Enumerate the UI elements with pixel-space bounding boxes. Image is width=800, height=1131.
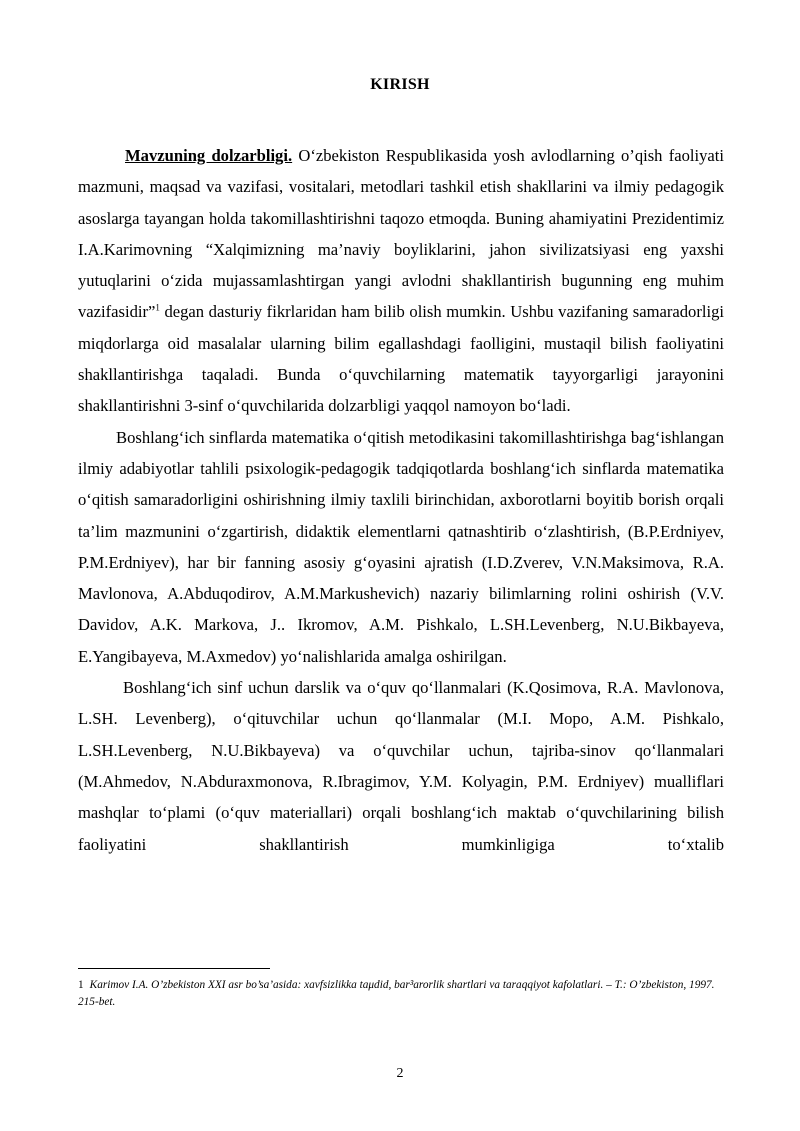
paragraph-text: degan dasturiy fikrlaridan ham bilib olish mumkin. Ushbu vazifaning samaradorligi miqdorlarga oid masalalar ularning bilim egallashdagi faolligini, mustaqil bilish faoliyatini shakllantirishga taqaladi. Bunda o‘quvchilarning matematik tayyorgarligi jarayonini shakllantirishni 3-sinf o‘quvchilarida dolzarbligi yaqqol namoyon bo‘ladi. (78, 302, 724, 416)
paragraph-text: O‘zbekiston Respublikasida yosh avlodlarning o’qish faoliyati mazmuni, maqsad va vazifasi, vositalari, metodlari tashkil etish shakllarini va ilmiy pedagogik asoslarga tayangan holda takomillashtirishni taqozo etmoqda. Buning ahamiyatini Prezidentimiz I.A.Karimovning “Xalqimizning ma’naviy boyliklarini, jahon sivilizatsiyasi eng yaxshi yutuqlarini o‘zida mujassamlashtirgan yangi avlodni shakllantirish bugunning eng muhim vazifasidir” (78, 146, 725, 322)
body-text (78, 140, 724, 860)
section-lead: Mavzuning dolzarbligi. (125, 146, 293, 165)
footnote-number: 1 (78, 979, 84, 991)
footnote-text: Karimov I.A. O’zbekiston XXI asr bo’sa’asida: xavfsizlikka taμdid, bar³arorlik shartlari va taraqqiyot kafolatlari. – T.: O’zbekiston, 1997. 215-bet. (78, 979, 715, 1008)
page-title: KIRISH (370, 76, 430, 93)
page-number: 2 (396, 1066, 404, 1081)
paragraph-textbooks: Boshlang‘ich sinf uchun darslik va o‘quv qo‘llanmalari (K.Qosimova, R.A. Mavlonova, L.SH. Levenberg), o‘qituvchilar uchun qo‘llanmalar (M.I. Mopo, A.M. Pishkalo, L.SH.Levenberg, N.U.Bikbayeva) va o‘quvchilar uchun, tajriba-sinov qo‘llanmalari (M.Ahmedov, N.Abduraxmonova, R.Ibragimov, Y.M. Kolyagin, P.M. Erdniyev) mualliflari mashqlar to‘plami (o‘quv materiallari) orqali boshlang‘ich maktab o‘quvchilarining bilish faoliyatini shakllantirish mumkinligiga to‘xtalib (78, 678, 724, 854)
paragraph-literature-review: Boshlang‘ich sinflarda matematika o‘qitish metodikasini takomillashtirishga bag‘ishlangan ilmiy adabiyotlar tahlili psixologik-pedagogik tadqiqotlarda boshlang‘ich sinflarda matematika o‘qitish samaradorligini oshirishning ilmiy taxlili birinchidan, axborotlarni boyitib borish orqali ta’lim mazmunini o‘zgartirish, didaktik elementlarni qatnashtirib o‘zlashtirish, (B.P.Erdniyev, P.M.Erdniyev), har bir fanning asosiy g‘oyasini ajratish (I.D.Zverev, V.N.Maksimova, R.A. Mavlonova, A.Abduqodirov, A.M.Markushevich) nazariy bilimlarning rolini oshirish (V.V. Davidov, A.K. Markova, J.. Ikromov, A.M. Pishkalo, L.SH.Levenberg, N.U.Bikbayeva, E.Yangibayeva, M.Axmedov) yo‘nalishlarida amalga oshirilgan. (78, 427, 724, 666)
footnote-separator (78, 968, 270, 969)
footnote-reference[interactable]: 1 (155, 302, 160, 313)
paragraph-relevance (78, 140, 724, 422)
footnote (78, 977, 724, 1011)
